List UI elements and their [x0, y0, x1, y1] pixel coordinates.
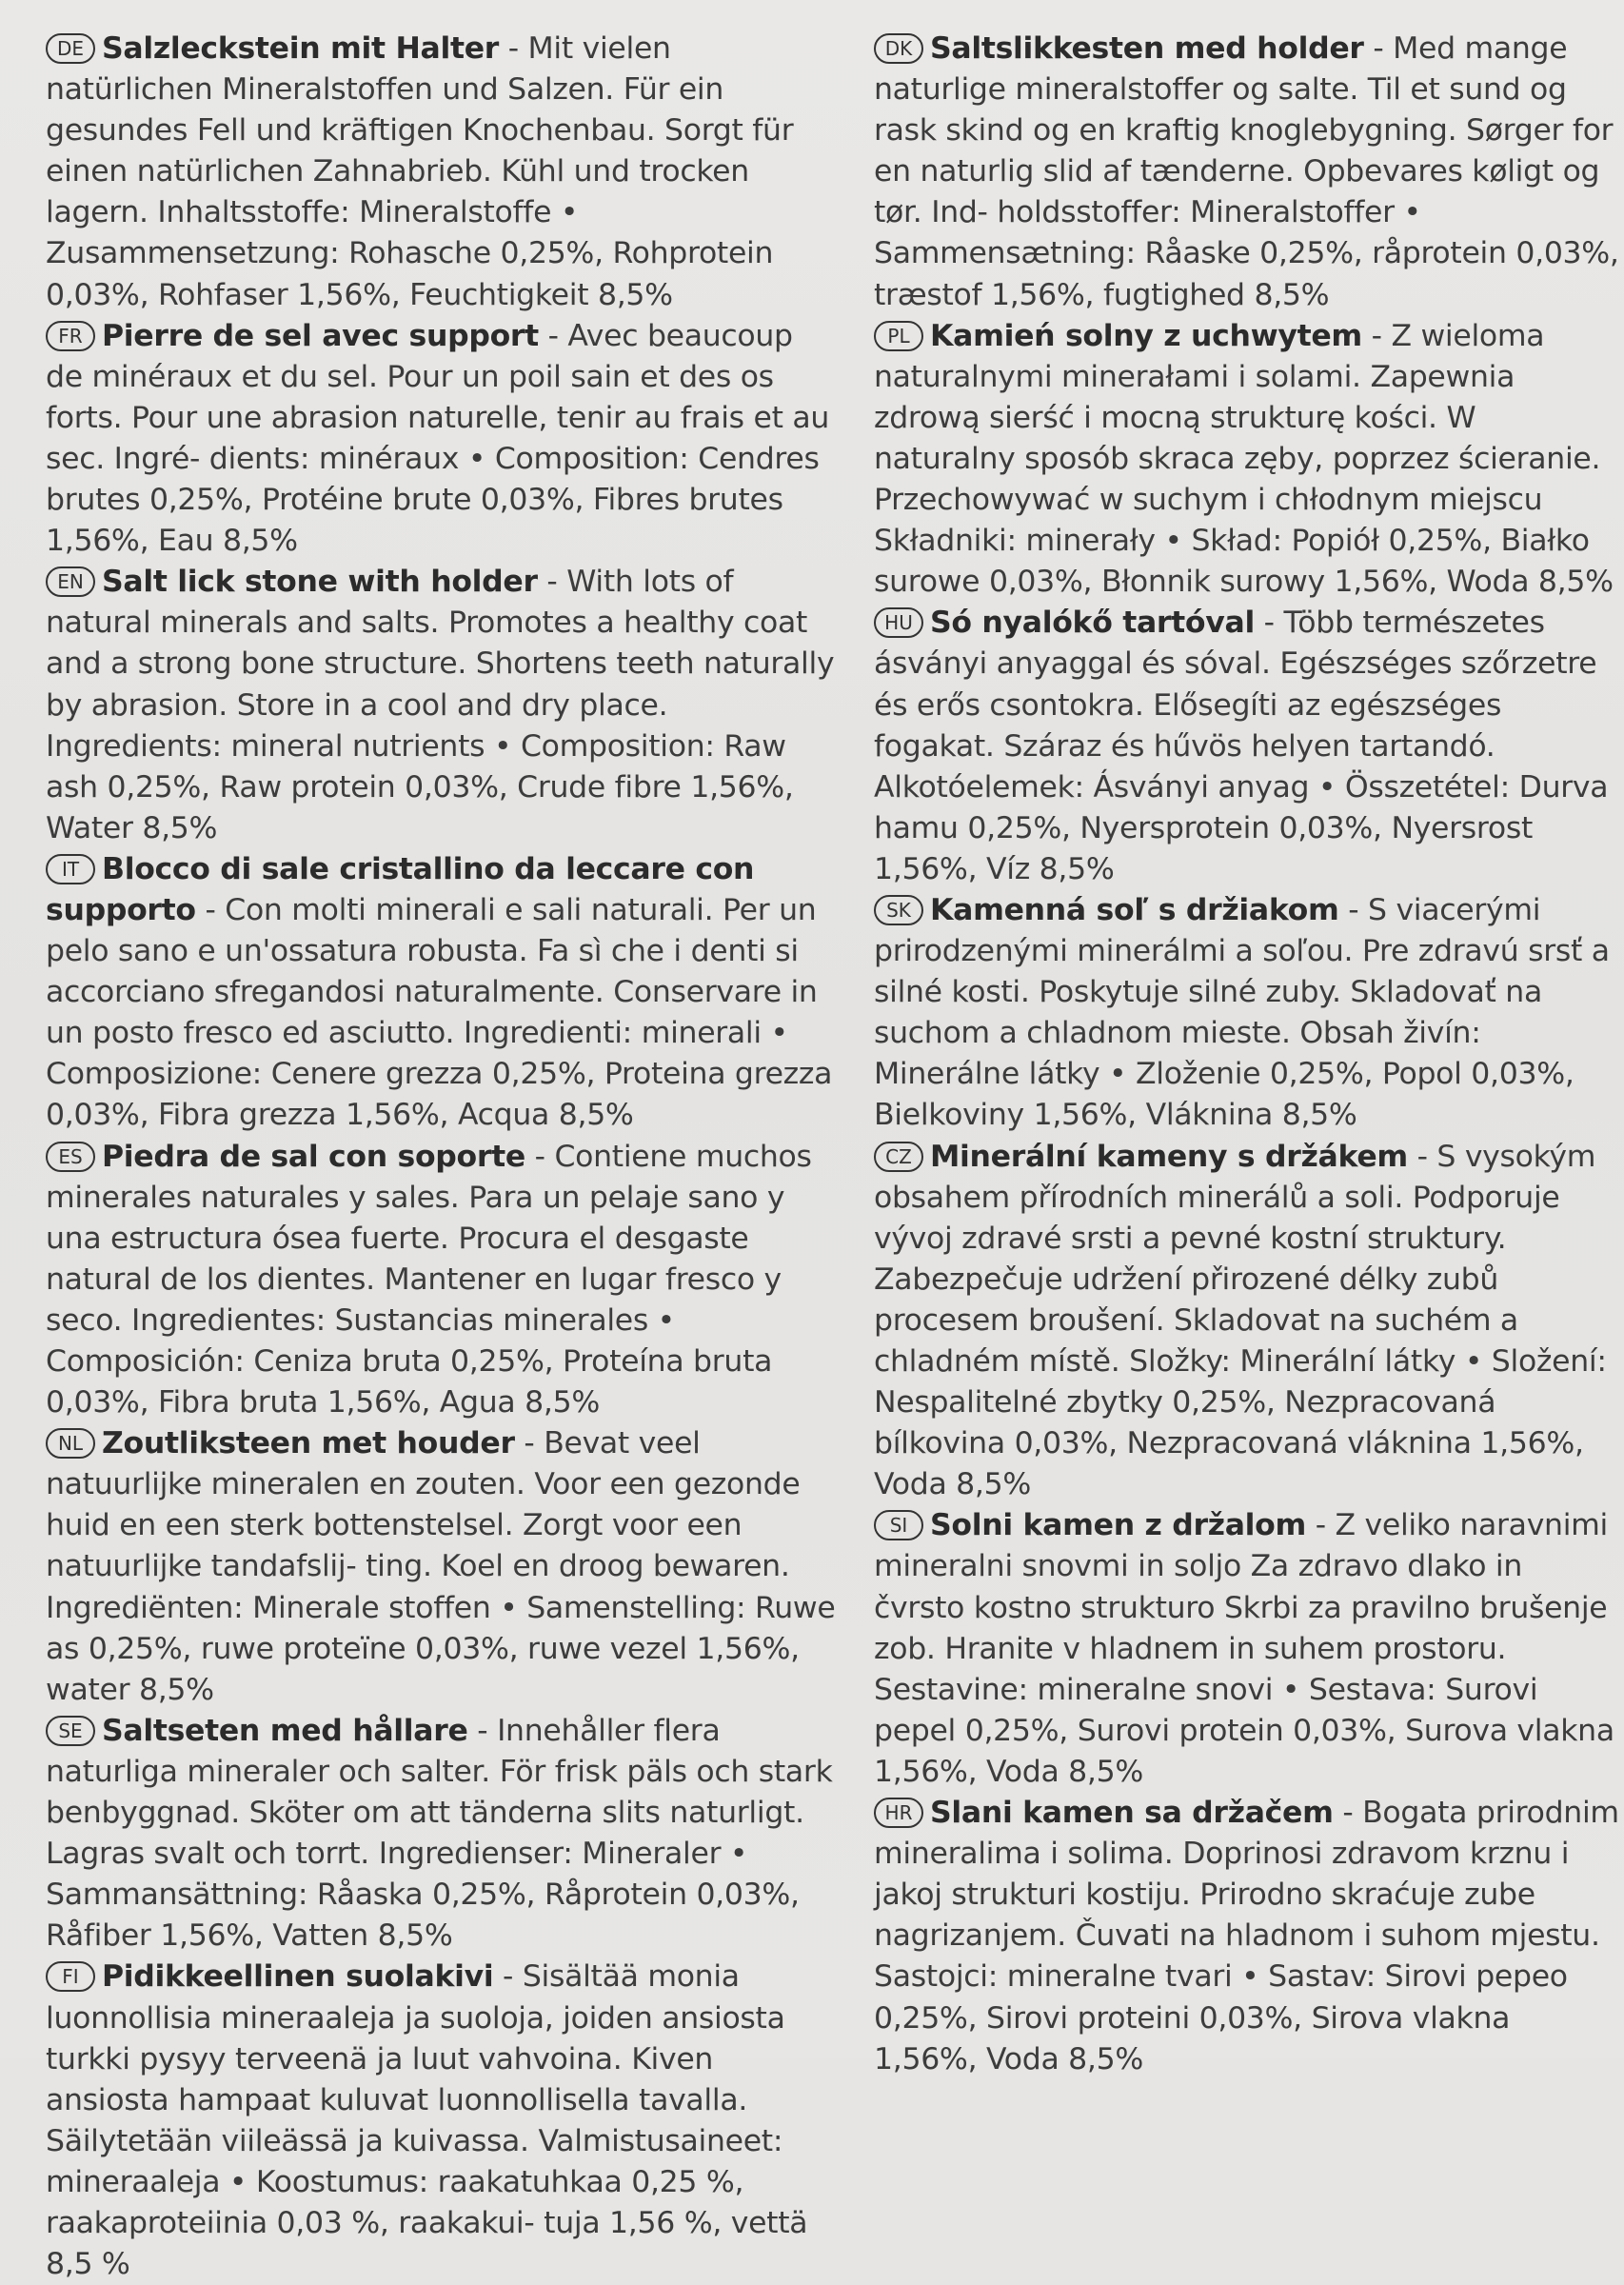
entry-en: EN Salt lick stone with holder - With lots of natural minerals and salts. Promotes a healthy coat and a strong bone structure. Shortens teeth naturally by abrasion. Store in a cool and dry place. Ingredients: mineral nutrients • Composition: Raw ash 0,25%, Raw protein 0,03%, Crude fibre 1,56%, Water 8,5%: [46, 565, 835, 845]
entry-title-sk: Kamenná soľ s držiakom: [930, 892, 1339, 927]
language-badge-fr: FR: [46, 321, 95, 351]
entry-title-nl: Zoutliksteen met houder: [102, 1426, 515, 1461]
entry-title-fi: Pidikkeellinen suolakivi: [102, 1959, 494, 1995]
entry-title-hu: Só nyalókő tartóval: [930, 606, 1255, 641]
language-badge-si: SI: [874, 1510, 923, 1540]
entry-se: SE Saltseten med hållare - Innehåller flera naturliga mineraler och salter. För frisk päls och stark benbyggnad. Sköter om att tänderna slits naturligt. Lagras svalt och torrt. Ingredienser: Mineraler • Sammansättning: Råaska 0,25%, Råprotein 0,03%, Råfiber 1,56%, Vatten 8,5%: [46, 1713, 833, 1954]
entry-text-it: Con molti minerali e sali naturali. Per un pelo sano e un'ossatura robusta. Fa sì che i denti si accorciano sfregandosi naturalmente. Conservare in un posto fresco ed asciutto. Ingredienti: minerali • Composizione: Cenere grezza 0,25%, Proteina grezza 0,03%, Fibra grezza 1,56%, Acqua 8,5%: [46, 892, 833, 1133]
entry-title-hr: Slani kamen sa držačem: [930, 1796, 1334, 1831]
entry-title-dk: Saltslikkesten med holder: [930, 31, 1364, 66]
left-column: [46, 29, 838, 2285]
entry-fi: FI Pidikkeellinen suolakivi - Sisältää monia luonnollisia mineraaleja ja suoloja, joiden ansiosta turkki pysyy terveenä ja luut vahvoina. Kiven ansiosta hampaat kuluvat luonnollisella tavalla. Säilytetään viileässä ja kuivassa. Valmistusaineet: mineraaleja • Koostumus: raakatuhkaa 0,25 %, raakaproteiinia 0,03 %, raakakui- tuja 1,56 %, vettä 8,5 %: [46, 1959, 808, 2282]
language-badge-sk: SK: [874, 895, 923, 925]
entry-cz: CZ Minerální kameny s držákem - S vysokým obsahem přírodních minerálů a soli. Podporuje vývoj zdravé srsti a pevné kostní struktury. Zabezpečuje udržení přirozené délky zubů procesem broušení. Skladovat na suchém a chladném místě. Složky: Minerální látky • Složení: Nespalitelné zbytky 0,25%, Nezpracovaná bílkovina 0,03%, Nezpracovaná vláknina 1,56%, Voda 8,5%: [874, 1139, 1607, 1502]
entry-es: ES Piedra de sal con soporte - Contiene muchos minerales naturales y sales. Para un pelaje sano y una estructura ósea fuerte. Procura el desgaste natural de los dientes. Mantener en lugar fresco y seco. Ingredientes: Sustancias minerales • Composición: Ceniza bruta 0,25%, Proteína bruta 0,03%, Fibra bruta 1,56%, Agua 8,5%: [46, 1139, 812, 1421]
entry-fr: FR Pierre de sel avec support - Avec beaucoup de minéraux et du sel. Pour un poil sain et des os forts. Pour une abrasion naturelle, tenir au frais et au sec. Ingré- dients: minéraux • Composition: Cendres brutes 0,25%, Protéine brute 0,03%, Fibres brutes 1,56%, Eau 8,5%: [46, 318, 830, 559]
entry-text-pl: Z wieloma naturalnymi minerałami i solami. Zapewnia zdrową sierść i mocną strukturę kości. W naturalny sposób skraca zęby, poprzez ścieranie. Przechowywać w suchym i chłodnym miejscu Składniki: minerały • Skład: Popiół 0,25%, Białko surowe 0,03%, Błonnik surowy 1,56%, Woda 8,5%: [874, 318, 1614, 600]
entry-text-en: With lots of natural minerals and salts. Promotes a healthy coat and a strong bone structure. Shortens teeth naturally by abrasion. Store in a cool and dry place. Ingredients: mineral nutrients • Composition: Raw ash 0,25%, Raw protein 0,03%, Crude fibre 1,56%, Water 8,5%: [46, 565, 835, 845]
entry-hr: HR Slani kamen sa držačem - Bogata prirodnim mineralima i solima. Doprinosi zdravom krznu i jakoj strukturi kostiju. Prirodno skraćuje zube nagrizanjem. Čuvati na hladnom i suhom mjestu. Sastojci: mineralne tvari • Sastav: Sirovi pepeo 0,25%, Sirovi proteini 0,03%, Sirova vlakna 1,56%, Voda 8,5%: [874, 1796, 1619, 2076]
right-column: [874, 29, 1620, 2080]
entry-text-es: Contiene muchos minerales naturales y sales. Para un pelaje sano y una estructura ósea fuerte. Procura el desgaste natural de los dientes. Mantener en lugar fresco y seco. Ingredientes: Sustancias minerales • Composición: Ceniza bruta 0,25%, Proteína bruta 0,03%, Fibra bruta 1,56%, Agua 8,5%: [46, 1139, 812, 1421]
entry-text-hr: Bogata prirodnim mineralima i solima. Doprinosi zdravom krznu i jakoj strukturi kostiju. Prirodno skraćuje zube nagrizanjem. Čuvati na hladnom i suhom mjestu. Sastojci: mineralne tvari • Sastav: Sirovi pepeo 0,25%, Sirovi proteini 0,03%, Sirova vlakna 1,56%, Voda 8,5%: [874, 1796, 1619, 2076]
entry-pl: PL Kamień solny z uchwytem - Z wieloma naturalnymi minerałami i solami. Zapewnia zdrową sierść i mocną strukturę kości. W naturalny sposób skraca zęby, poprzez ścieranie. Przechowywać w suchym i chłodnym miejscu Składniki: minerały • Skład: Popiół 0,25%, Białko surowe 0,03%, Błonnik surowy 1,56%, Woda 8,5%: [874, 318, 1614, 600]
entry-text-se: Innehåller flera naturliga mineraler och salter. För frisk päls och stark benbyggnad. Sköter om att tänderna slits naturligt. Lagras svalt och torrt. Ingredienser: Mineraler • Sammansättning: Råaska 0,25%, Råprotein 0,03%, Råfiber 1,56%, Vatten 8,5%: [46, 1713, 833, 1954]
entry-text-sk: S viacerými prirodzenými minerálmi a soľou. Pre zdravú srsť a silné kosti. Poskytuje silné zuby. Skladovať na suchom a chladnom mieste. Obsah živín: Minerálne látky • Zloženie 0,25%, Popol 0,03%, Bielkoviny 1,56%, Vláknina 8,5%: [874, 892, 1610, 1133]
entry-title-fr: Pierre de sel avec support: [102, 318, 539, 353]
language-badge-it: IT: [46, 854, 95, 884]
language-badge-se: SE: [46, 1716, 95, 1746]
entry-de: DE Salzleckstein mit Halter - Mit vielen natürlichen Mineralstoffen und Salzen. Für ein gesundes Fell und kräftigen Knochenbau. Sorgt für einen natürlichen Zahnabrieb. Kühl und trocken lagern. Inhaltsstoffe: Mineralstoffe • Zusammensetzung: Rohasche 0,25%, Rohprotein 0,03%, Rohfaser 1,56%, Feuchtigkeit 8,5%: [46, 31, 794, 312]
language-badge-en: EN: [46, 566, 95, 597]
language-badge-fi: FI: [46, 1961, 95, 1992]
entry-title-es: Piedra de sal con soporte: [102, 1139, 525, 1174]
entry-dk: DK Saltslikkesten med holder - Med mange naturlige mineralstoffer og salte. Til et sund og rask skind og en kraftig knoglebygning. Sørger for en naturlig slid af tænderne. Opbevares køligt og tør. Ind- holdsstoffer: Mineralstoffer • Sammensætning: Råaske 0,25%, råprotein 0,03%, træstof 1,56%, fugtighed 8,5%: [874, 31, 1619, 312]
language-badge-hu: HU: [874, 607, 923, 638]
entry-title-de: Salzleckstein mit Halter: [102, 31, 500, 66]
language-badge-dk: DK: [874, 33, 923, 64]
language-badge-de: DE: [46, 33, 95, 64]
entry-title-en: Salt lick stone with holder: [102, 565, 538, 600]
entry-text-fi: Sisältää monia luonnollisia mineraaleja ja suoloja, joiden ansiosta turkki pysyy terveenä ja luut vahvoina. Kiven ansiosta hampaat kuluvat luonnollisella tavalla. Säilytetään viileässä ja kuivassa. Valmistusaineet: mineraaleja • Koostumus: raakatuhkaa 0,25 %, raakaproteiinia 0,03 %, raakakui- tuja 1,56 %, vettä 8,5 %: [46, 1959, 808, 2282]
entry-text-si: Z veliko naravnimi mineralni snovmi in soljo Za zdravo dlako in čvrsto kostno strukturo Skrbi za pravilno brušenje zob. Hranite v hladnem in suhem prostoru. Sestavine: mineralne snovi • Sestava: Surovi pepel 0,25%, Surovi protein 0,03%, Surova vlakna 1,56%, Voda 8,5%: [874, 1508, 1614, 1789]
language-badge-es: ES: [46, 1142, 95, 1172]
entry-title-si: Solni kamen z držalom: [930, 1508, 1307, 1543]
entry-hu: HU Só nyalókő tartóval - Több természetes ásványi anyaggal és sóval. Egészséges szőrzetre és erős csontokra. Elősegíti az egészséges fogakat. Száraz és hűvös helyen tartandó. Alkotóelemek: Ásványi anyag • Összetétel: Durva hamu 0,25%, Nyersprotein 0,03%, Nyersrost 1,56%, Víz 8,5%: [874, 606, 1609, 886]
entry-text-nl: Bevat veel natuurlijke mineralen en zouten. Voor een gezonde huid en een sterk bottenstelsel. Zorgt voor een natuurlijke tandafslij- ting. Koel en droog bewaren. Ingrediënten: Minerale stoffen • Samenstelling: Ruwe as 0,25%, ruwe proteïne 0,03%, ruwe vezel 1,56%, water 8,5%: [46, 1426, 836, 1707]
entry-text-cz: S vysokým obsahem přírodních minerálů a soli. Podporuje vývoj zdravé srsti a pevné kostní struktury. Zabezpečuje udržení přirozené délky zubů procesem broušení. Skladovat na suchém a chladném místě. Složky: Minerální látky • Složení: Nespalitelné zbytky 0,25%, Nezpracovaná bílkovina 0,03%, Nezpracovaná vláknina 1,56%, Voda 8,5%: [874, 1139, 1607, 1502]
entry-text-hu: Több természetes ásványi anyaggal és sóval. Egészséges szőrzetre és erős csontokra. Elősegíti az egészséges fogakat. Száraz és hűvös helyen tartandó. Alkotóelemek: Ásványi anyag • Összetétel: Durva hamu 0,25%, Nyersprotein 0,03%, Nyersrost 1,56%, Víz 8,5%: [874, 606, 1609, 886]
entry-si: SI Solni kamen z držalom - Z veliko naravnimi mineralni snovmi in soljo Za zdravo dlako in čvrsto kostno strukturo Skrbi za pravilno brušenje zob. Hranite v hladnem in suhem prostoru. Sestavine: mineralne snovi • Sestava: Surovi pepel 0,25%, Surovi protein 0,03%, Surova vlakna 1,56%, Voda 8,5%: [874, 1508, 1614, 1789]
entry-title-pl: Kamień solny z uchwytem: [930, 318, 1362, 353]
language-badge-pl: PL: [874, 321, 923, 351]
entry-title-cz: Minerální kameny s držákem: [930, 1139, 1408, 1174]
language-badge-cz: CZ: [874, 1142, 923, 1172]
entry-nl: NL Zoutliksteen met houder - Bevat veel natuurlijke mineralen en zouten. Voor een gezonde huid en een sterk bottenstelsel. Zorgt voor een natuurlijke tandafslij- ting. Koel en droog bewaren. Ingrediënten: Minerale stoffen • Samenstelling: Ruwe as 0,25%, ruwe proteïne 0,03%, ruwe vezel 1,56%, water 8,5%: [46, 1426, 836, 1707]
entry-sk: SK Kamenná soľ s držiakom - S viacerými prirodzenými minerálmi a soľou. Pre zdravú srsť a silné kosti. Poskytuje silné zuby. Skladovať na suchom a chladnom mieste. Obsah živín: Minerálne látky • Zloženie 0,25%, Popol 0,03%, Bielkoviny 1,56%, Vláknina 8,5%: [874, 892, 1610, 1133]
entry-title-it: Blocco di sale cristallino da leccare con supporto: [46, 851, 755, 927]
entry-text-fr: Avec beaucoup de minéraux et du sel. Pour un poil sain et des os forts. Pour une abrasion naturelle, tenir au frais et au sec. Ingré- dients: minéraux • Composition: Cendres brutes 0,25%, Protéine brute 0,03%, Fibres brutes 1,56%, Eau 8,5%: [46, 318, 830, 559]
entry-text-de: Mit vielen natürlichen Mineralstoffen und Salzen. Für ein gesundes Fell und kräftigen Knochenbau. Sorgt für einen natürlichen Zahnabrieb. Kühl und trocken lagern. Inhaltsstoffe: Mineralstoffe • Zusammensetzung: Rohasche 0,25%, Rohprotein 0,03%, Rohfaser 1,56%, Feuchtigkeit 8,5%: [46, 31, 794, 312]
entry-text-dk: Med mange naturlige mineralstoffer og salte. Til et sund og rask skind og en kraftig knoglebygning. Sørger for en naturlig slid af tænderne. Opbevares køligt og tør. Ind- holdsstoffer: Mineralstoffer • Sammensætning: Råaske 0,25%, råprotein 0,03%, træstof 1,56%, fugtighed 8,5%: [874, 31, 1619, 312]
language-badge-hr: HR: [874, 1798, 923, 1828]
language-badge-nl: NL: [46, 1428, 95, 1459]
entry-it: IT Blocco di sale cristallino da leccare con supporto - Con molti minerali e sali naturali. Per un pelo sano e un'ossatura robusta. Fa sì che i denti si accorciano sfregandosi naturalmente. Conservare in un posto fresco ed asciutto. Ingredienti: minerali • Composizione: Cenere grezza 0,25%, Proteina grezza 0,03%, Fibra grezza 1,56%, Acqua 8,5%: [46, 851, 833, 1133]
entry-title-se: Saltseten med hållare: [102, 1713, 468, 1748]
